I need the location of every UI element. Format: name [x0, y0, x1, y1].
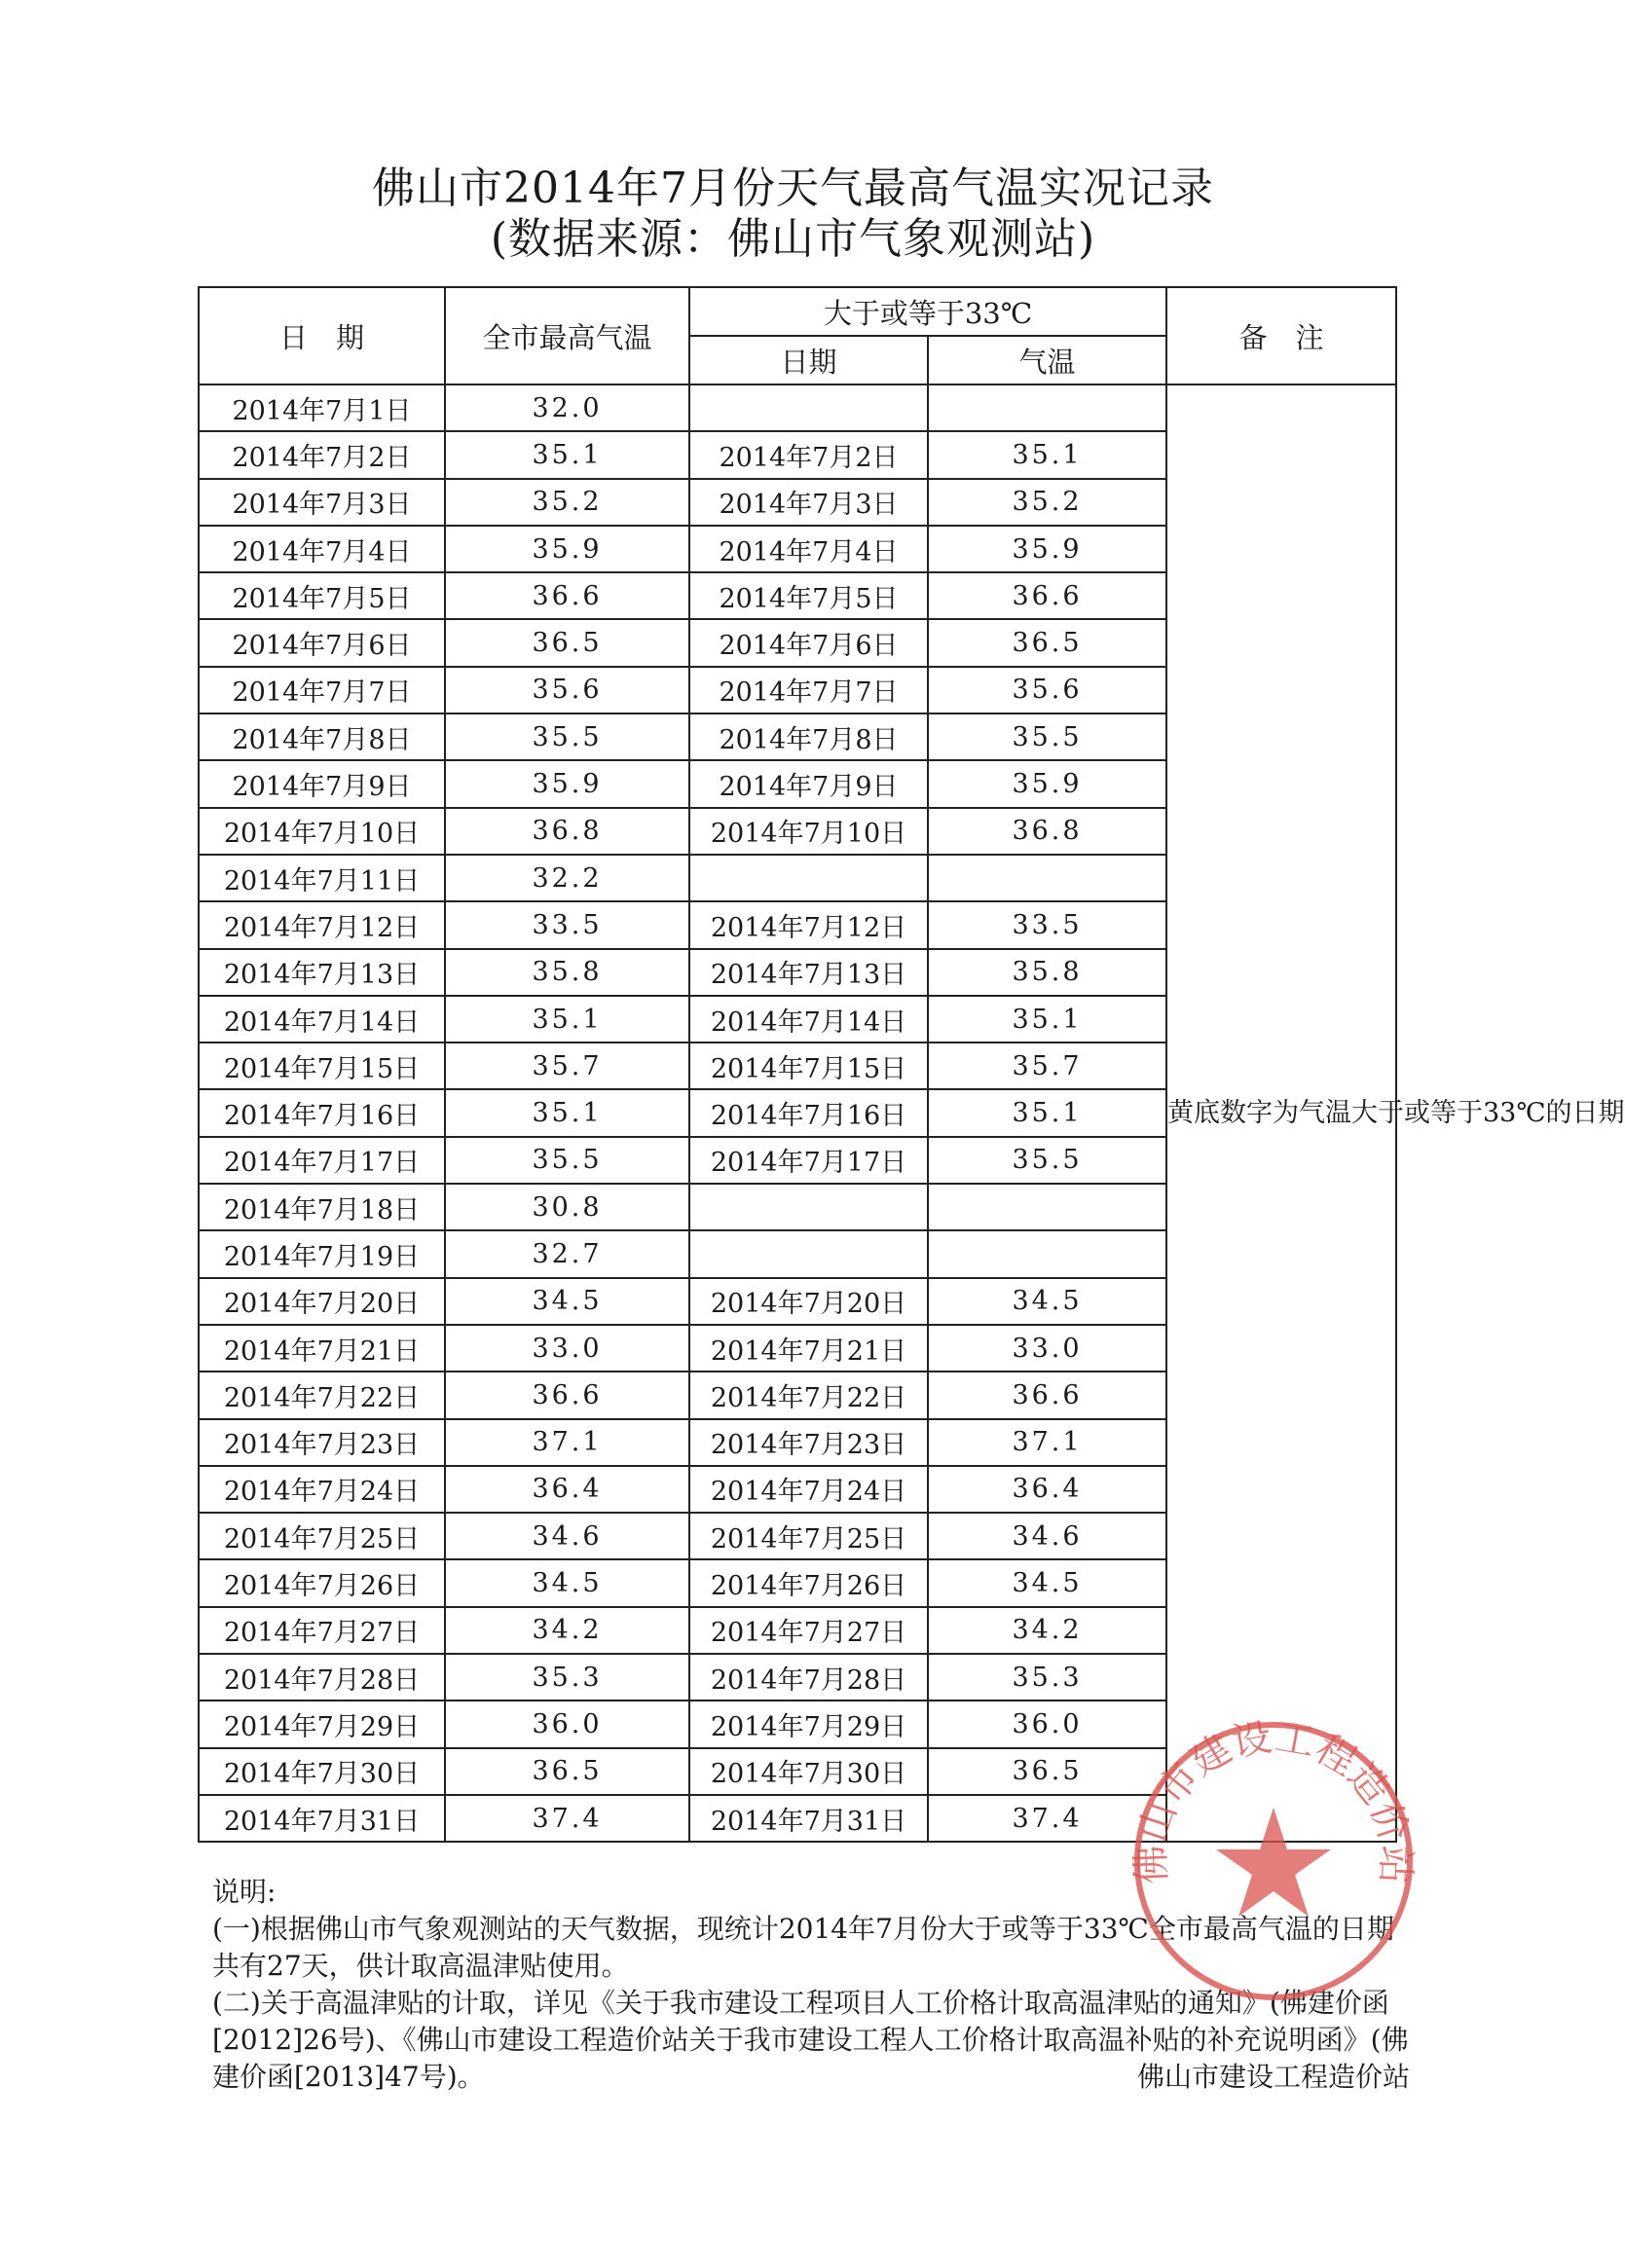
hot-temp-cell: 35.1 [928, 431, 1166, 478]
temp-cell: 37.1 [445, 1419, 689, 1466]
hot-date-cell: 2014年7月29日 [689, 1701, 928, 1747]
hot-date-cell: 2014年7月24日 [689, 1466, 928, 1513]
hot-date-cell: 2014年7月30日 [689, 1748, 928, 1795]
hot-date-cell: 2014年7月21日 [689, 1325, 928, 1372]
date-cell: 2014年7月1日 [199, 384, 445, 431]
temp-cell: 36.5 [445, 619, 689, 666]
date-cell: 2014年7月9日 [199, 760, 445, 807]
header-hot-temp: 气温 [928, 336, 1166, 384]
hot-date-cell: 2014年7月6日 [689, 619, 928, 666]
table-body [199, 384, 1625, 1842]
remark-cell: 黄底数字为气温大于或等于33℃的日期 [1166, 384, 1396, 1842]
hot-temp-cell: 37.4 [928, 1795, 1166, 1842]
hot-temp-cell: 36.5 [928, 1748, 1166, 1795]
date-cell: 2014年7月30日 [199, 1748, 445, 1795]
date-cell: 2014年7月22日 [199, 1372, 445, 1418]
temp-cell: 35.5 [445, 1137, 689, 1184]
date-cell: 2014年7月7日 [199, 667, 445, 713]
date-cell: 2014年7月13日 [199, 949, 445, 996]
date-cell: 2014年7月4日 [199, 526, 445, 572]
hot-temp-cell: 35.1 [928, 1089, 1166, 1136]
temp-cell: 34.2 [445, 1607, 689, 1654]
temp-cell: 32.0 [445, 384, 689, 431]
hot-date-cell: 2014年7月2日 [689, 431, 928, 478]
notes-item-2: (二)关于高温津贴的计取，详见《关于我市建设工程项目人工价格计取高温津贴的通知》(佛建价函[2012]26号)、《佛山市建设工程造价站关于我市建设工程人工价格计取高温补贴的补充说明函》(佛建价函[2013]47号)。 [212, 1987, 1409, 2093]
hot-date-cell: 2014年7月25日 [689, 1513, 928, 1559]
hot-date-cell: 2014年7月31日 [689, 1795, 928, 1842]
date-cell: 2014年7月8日 [199, 713, 445, 760]
date-cell: 2014年7月26日 [199, 1559, 445, 1606]
hot-date-cell: 2014年7月28日 [689, 1654, 928, 1701]
temp-cell: 35.8 [445, 949, 689, 996]
date-cell: 2014年7月28日 [199, 1654, 445, 1701]
hot-date-cell: 2014年7月22日 [689, 1372, 928, 1418]
temp-cell: 30.8 [445, 1184, 689, 1230]
hot-temp-cell: 36.8 [928, 808, 1166, 855]
hot-temp-cell: 35.7 [928, 1043, 1166, 1089]
hot-temp-cell: 36.5 [928, 619, 1166, 666]
hot-date-cell: 2014年7月4日 [689, 526, 928, 572]
hot-date-cell: 2014年7月7日 [689, 667, 928, 713]
notes-heading: 说明: [212, 1876, 277, 1908]
hot-date-cell: 2014年7月26日 [689, 1559, 928, 1606]
date-cell: 2014年7月11日 [199, 855, 445, 901]
temp-cell: 35.2 [445, 479, 689, 526]
temp-cell: 35.9 [445, 760, 689, 807]
hot-temp-cell: 35.8 [928, 949, 1166, 996]
hot-temp-cell: 35.2 [928, 479, 1166, 526]
hot-temp-cell: 34.5 [928, 1278, 1166, 1325]
temp-cell: 35.6 [445, 667, 689, 713]
hot-temp-cell: 34.2 [928, 1607, 1166, 1654]
hot-temp-cell: 33.0 [928, 1325, 1166, 1372]
temp-cell: 34.5 [445, 1278, 689, 1325]
header-date: 日 期 [199, 287, 445, 384]
hot-date-cell: 2014年7月12日 [689, 901, 928, 948]
temp-cell: 35.1 [445, 996, 689, 1043]
signature: 佛山市建设工程造价站 [1136, 2061, 1410, 2093]
date-cell: 2014年7月5日 [199, 572, 445, 619]
hot-temp-cell: 35.3 [928, 1654, 1166, 1701]
hot-temp-cell: 35.9 [928, 760, 1166, 807]
hot-date-cell [689, 855, 928, 901]
hot-date-cell [689, 384, 928, 431]
date-cell: 2014年7月23日 [199, 1419, 445, 1466]
temp-cell: 33.5 [445, 901, 689, 948]
date-cell: 2014年7月15日 [199, 1043, 445, 1089]
header-hot-date: 日期 [689, 336, 928, 384]
temperature-table [198, 286, 1625, 1843]
temp-cell: 36.6 [445, 572, 689, 619]
hot-temp-cell: 36.6 [928, 572, 1166, 619]
temp-cell: 36.0 [445, 1701, 689, 1747]
hot-date-cell: 2014年7月27日 [689, 1607, 928, 1654]
temp-cell: 35.1 [445, 431, 689, 478]
hot-temp-cell [928, 384, 1166, 431]
date-cell: 2014年7月6日 [199, 619, 445, 666]
date-cell: 2014年7月21日 [199, 1325, 445, 1372]
hot-temp-cell: 36.0 [928, 1701, 1166, 1747]
temp-cell: 36.8 [445, 808, 689, 855]
temp-cell: 35.9 [445, 526, 689, 572]
hot-temp-cell [928, 1184, 1166, 1230]
hot-date-cell: 2014年7月8日 [689, 713, 928, 760]
date-cell: 2014年7月27日 [199, 1607, 445, 1654]
temp-cell: 32.7 [445, 1230, 689, 1277]
hot-date-cell: 2014年7月14日 [689, 996, 928, 1043]
hot-date-cell: 2014年7月10日 [689, 808, 928, 855]
hot-temp-cell: 35.1 [928, 996, 1166, 1043]
hot-temp-cell: 36.4 [928, 1466, 1166, 1513]
notes-item-1: (一)根据佛山市气象观测站的天气数据，现统计2014年7月份大于或等于33℃全市最高气温的日期共有27天，供计取高温津贴使用。 [212, 1913, 1394, 1982]
hot-temp-cell: 35.6 [928, 667, 1166, 713]
table-row [199, 384, 1396, 431]
hot-date-cell: 2014年7月16日 [689, 1089, 928, 1136]
hot-date-cell: 2014年7月9日 [689, 760, 928, 807]
temp-cell: 32.2 [445, 855, 689, 901]
hot-date-cell: 2014年7月17日 [689, 1137, 928, 1184]
hot-temp-cell: 34.6 [928, 1513, 1166, 1559]
date-cell: 2014年7月2日 [199, 431, 445, 478]
hot-date-cell [689, 1230, 928, 1277]
svg-text:佛山市建设工程造价站: 佛山市建设工程造价站 [1128, 1715, 1419, 1885]
date-cell: 2014年7月31日 [199, 1795, 445, 1842]
hot-date-cell: 2014年7月13日 [689, 949, 928, 996]
seal-star-icon [1216, 1808, 1331, 1917]
page-subtitle: (数据来源：佛山市气象观测站) [490, 214, 1096, 264]
hot-temp-cell: 36.6 [928, 1372, 1166, 1418]
official-seal [1127, 1715, 1420, 2007]
hot-date-cell: 2014年7月23日 [689, 1419, 928, 1466]
hot-date-cell: 2014年7月5日 [689, 572, 928, 619]
header-remark: 备 注 [1166, 287, 1396, 384]
date-cell: 2014年7月29日 [199, 1701, 445, 1747]
date-cell: 2014年7月14日 [199, 996, 445, 1043]
temp-cell: 34.5 [445, 1559, 689, 1606]
hot-temp-cell: 37.1 [928, 1419, 1166, 1466]
hot-temp-cell: 34.5 [928, 1559, 1166, 1606]
hot-temp-cell [928, 1230, 1166, 1277]
temp-cell: 36.4 [445, 1466, 689, 1513]
hot-temp-cell: 35.5 [928, 713, 1166, 760]
hot-temp-cell: 35.9 [928, 526, 1166, 572]
hot-date-cell: 2014年7月20日 [689, 1278, 928, 1325]
hot-date-cell: 2014年7月15日 [689, 1043, 928, 1089]
hot-date-cell [689, 1184, 928, 1230]
date-cell: 2014年7月19日 [199, 1230, 445, 1277]
date-cell: 2014年7月3日 [199, 479, 445, 526]
temp-cell: 36.6 [445, 1372, 689, 1418]
temp-cell: 37.4 [445, 1795, 689, 1842]
temp-cell: 34.6 [445, 1513, 689, 1559]
temp-cell: 35.7 [445, 1043, 689, 1089]
page-title: 佛山市2014年7月份天气最高气温实况记录 [372, 164, 1214, 213]
date-cell: 2014年7月24日 [199, 1466, 445, 1513]
hot-temp-cell: 33.5 [928, 901, 1166, 948]
date-cell: 2014年7月18日 [199, 1184, 445, 1230]
date-cell: 2014年7月17日 [199, 1137, 445, 1184]
hot-temp-cell [928, 855, 1166, 901]
date-cell: 2014年7月20日 [199, 1278, 445, 1325]
temp-cell: 35.3 [445, 1654, 689, 1701]
temp-cell: 35.5 [445, 713, 689, 760]
header-hot-group: 大于或等于33℃ [689, 287, 1166, 336]
date-cell: 2014年7月16日 [199, 1089, 445, 1136]
temp-cell: 33.0 [445, 1325, 689, 1372]
hot-temp-cell: 35.5 [928, 1137, 1166, 1184]
header-max-temp: 全市最高气温 [445, 287, 689, 384]
hot-date-cell: 2014年7月3日 [689, 479, 928, 526]
temp-cell: 35.1 [445, 1089, 689, 1136]
date-cell: 2014年7月12日 [199, 901, 445, 948]
temp-cell: 36.5 [445, 1748, 689, 1795]
date-cell: 2014年7月25日 [199, 1513, 445, 1559]
date-cell: 2014年7月10日 [199, 808, 445, 855]
